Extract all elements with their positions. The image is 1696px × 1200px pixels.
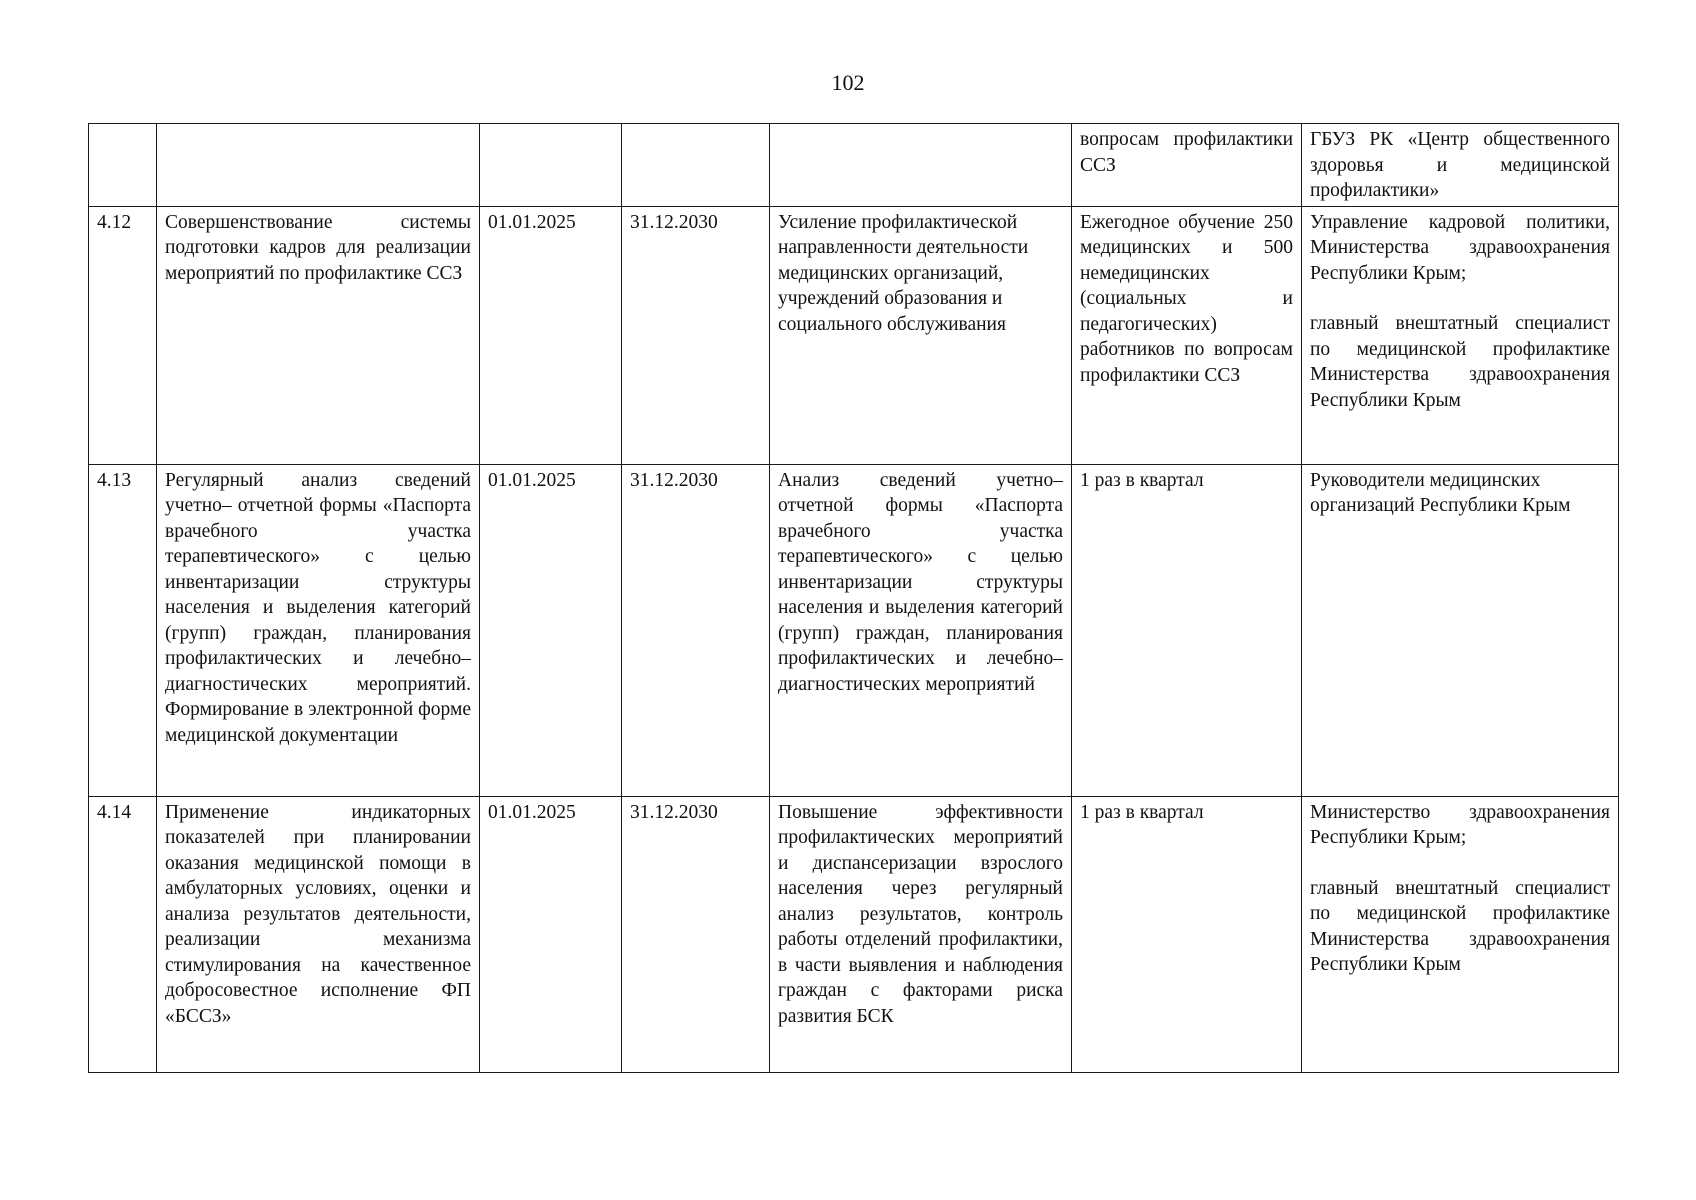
responsible-paragraph: Руководители медицинских организаций Республики Крым	[1310, 469, 1571, 516]
responsible-paragraph: главный внештатный специалист по медицинской профилактике Министерства здравоохранения Республики Крым	[1310, 877, 1610, 975]
start-date-cell: 01.01.2025	[480, 796, 622, 1072]
start-date-cell: 01.01.2025	[480, 464, 622, 796]
measures-table	[88, 123, 1619, 1073]
indicator-cell: Ежегодное обучение 250 медицинских и 500 немедицинских (социальных и педагогических) работников по вопросам профилактики ССЗ	[1072, 206, 1302, 464]
indicator-cell: 1 раз в квартал	[1072, 464, 1302, 796]
measure-cell: Применение индикаторных показателей при планировании оказания медицинской помощи в амбулаторных условиях, оценки и анализа результатов деятельности, реализации механизма стимулирования на качественное добросовестное исполнение ФП «БССЗ»	[157, 796, 480, 1072]
row-number: 4.14	[89, 796, 157, 1072]
measure-cell: Совершенствование системы подготовки кадров для реализации мероприятий по профилактике ССЗ	[157, 206, 480, 464]
responsible-cell	[1302, 206, 1619, 464]
result-cell: Усиление профилактической направленности деятельности медицинских организаций, учреждений образования и социального обслуживания	[770, 206, 1072, 464]
indicator-cell: вопросам профилактики ССЗ	[1072, 124, 1302, 207]
end-date-cell	[622, 124, 770, 207]
responsible-paragraph: Управление кадровой политики, Министерства здравоохранения Республики Крым;	[1310, 211, 1610, 284]
page-number: 102	[831, 70, 865, 95]
result-cell	[770, 124, 1072, 207]
measure-cell: Регулярный анализ сведений учетно– отчетной формы «Паспорта врачебного участка терапевтического» с целью инвентаризации структуры населения и выделения категорий (групп) граждан, планирования профилактических и лечебно–диагностических мероприятий. Формирование в электронной форме медицинской документации	[157, 464, 480, 796]
table-row	[89, 796, 1619, 1072]
measure-cell	[157, 124, 480, 207]
table-row	[89, 464, 1619, 796]
number-cell	[89, 124, 157, 207]
start-date-cell	[480, 124, 622, 207]
responsible-cell	[1302, 464, 1619, 796]
row-number: 4.12	[89, 206, 157, 464]
responsible-paragraph: Министерство здравоохранения Республики Крым;	[1310, 801, 1610, 848]
result-cell: Анализ сведений учетно–отчетной формы «Паспорта врачебного участка терапевтического» с целью инвентаризации структуры населения и выделения категорий (групп) граждан, планирования профилактических и лечебно– диагностических мероприятий	[770, 464, 1072, 796]
end-date-cell: 31.12.2030	[622, 796, 770, 1072]
responsible-cell: ГБУЗ РК «Центр общественного здоровья и медицинской профилактики»	[1302, 124, 1619, 207]
table-row-continued	[89, 124, 1619, 207]
responsible-cell	[1302, 796, 1619, 1072]
result-cell: Повышение эффективности профилактических мероприятий и диспансеризации взрослого населения через регулярный анализ результатов, контроль работы отделений профилактики, в части выявления и наблюдения граждан с факторами риска развития БСК	[770, 796, 1072, 1072]
indicator-cell: 1 раз в квартал	[1072, 796, 1302, 1072]
end-date-cell: 31.12.2030	[622, 464, 770, 796]
row-number: 4.13	[89, 464, 157, 796]
table-row	[89, 206, 1619, 464]
end-date-cell: 31.12.2030	[622, 206, 770, 464]
responsible-paragraph: главный внештатный специалист по медицинской профилактике Министерства здравоохранения Республики Крым	[1310, 313, 1610, 411]
start-date-cell: 01.01.2025	[480, 206, 622, 464]
